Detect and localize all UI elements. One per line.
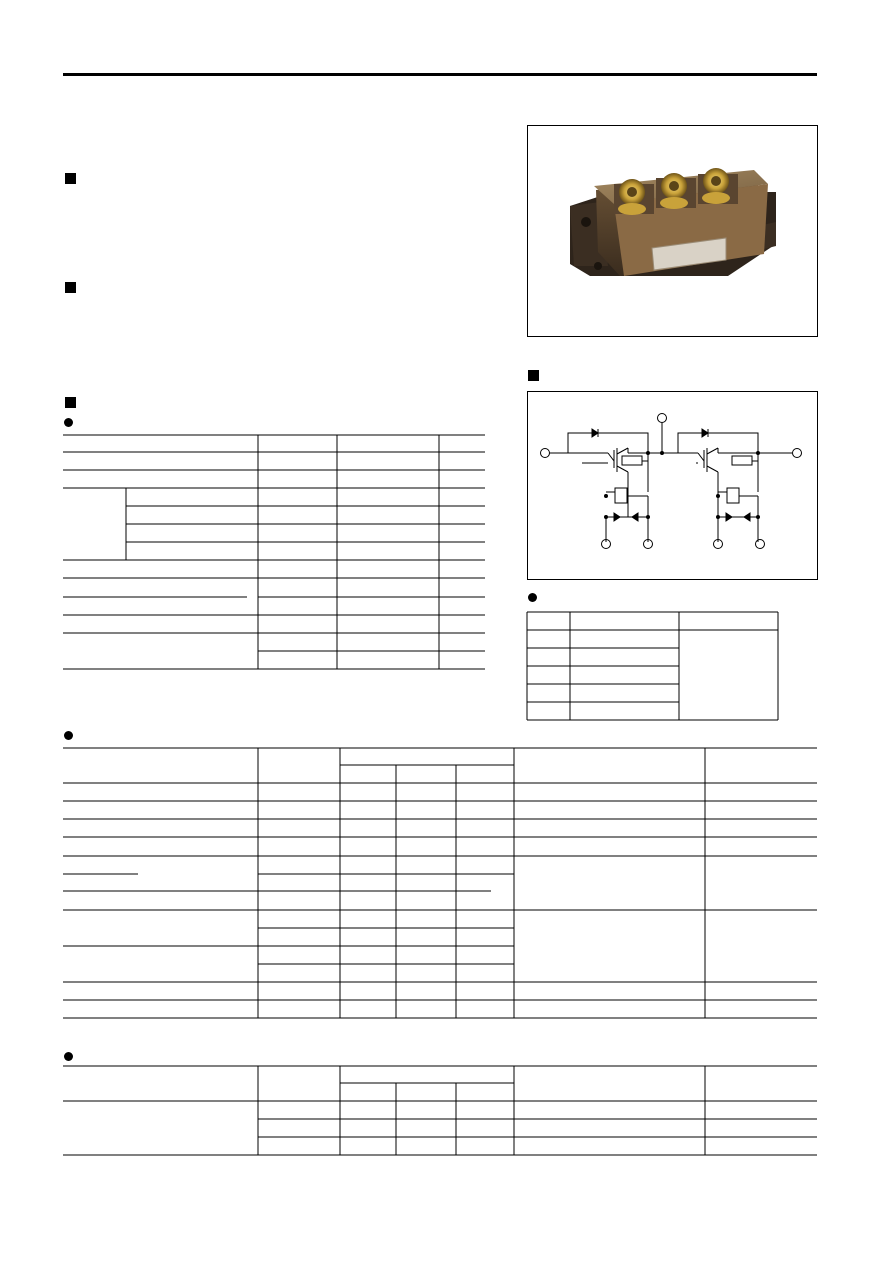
terminal-table — [527, 612, 778, 720]
electrical-subsection-bullet-icon — [64, 731, 73, 740]
electrical-characteristics-table — [63, 748, 817, 1018]
thermal-subsection-bullet-icon — [64, 1052, 73, 1061]
max-ratings-table — [63, 435, 485, 669]
thermal-characteristics-table — [63, 1066, 817, 1155]
